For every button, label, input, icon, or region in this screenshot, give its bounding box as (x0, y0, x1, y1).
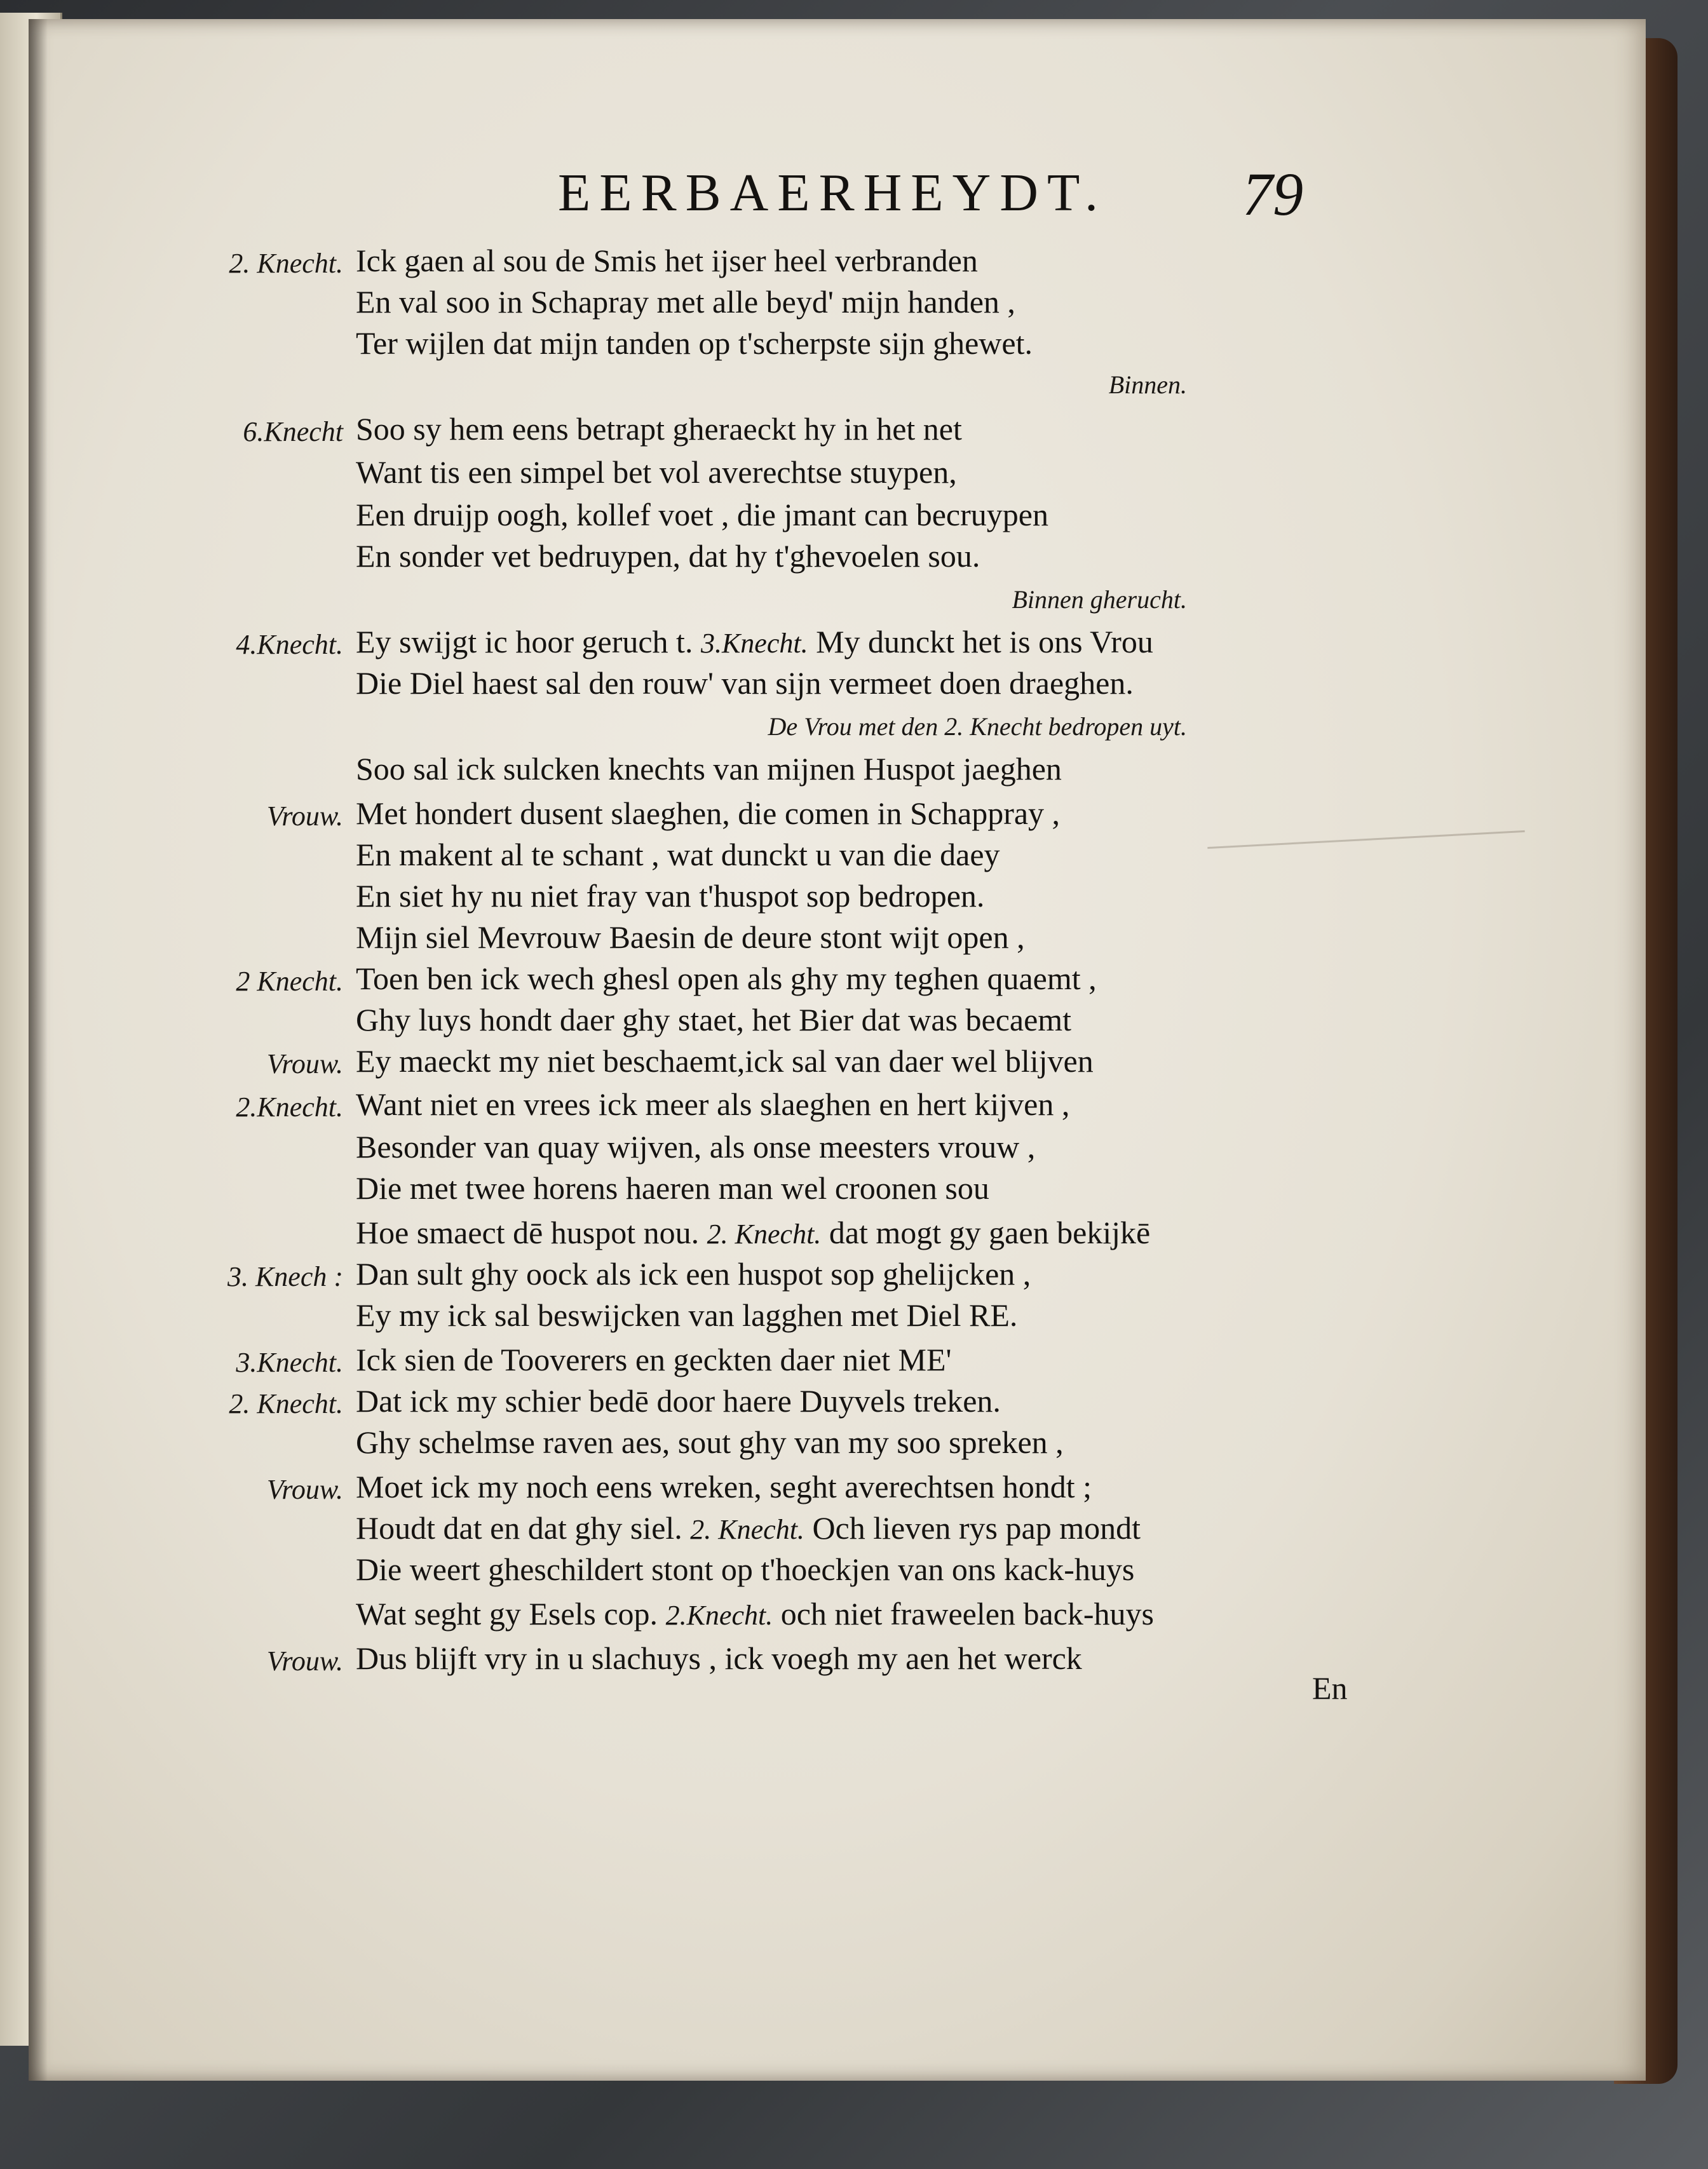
verse-text: Ick gaen al sou de Smis het ijser heel verbranden (356, 243, 978, 278)
verse-text: Soo sy hem eens betrapt gheraeckt hy in het net (356, 411, 962, 447)
verse-text: Houdt dat en dat ghy siel. (356, 1510, 691, 1546)
verse-line (356, 1598, 1385, 1630)
speaker-label: 4.Knecht. (236, 629, 343, 660)
verse-line (356, 880, 1385, 912)
inline-speaker-label: 2. Knecht. (690, 1514, 804, 1545)
verse-text: Een druijp oogh, kollef voet , die jmant can becruypen (356, 497, 1048, 532)
speaker-label: 2 Knecht. (236, 966, 343, 997)
verse-line (356, 753, 1385, 785)
verse-text: Soo sal ick sulcken knechts van mijnen Huspot jaeghen (356, 751, 1062, 787)
speaker-label: Vrouw. (266, 1645, 343, 1677)
catchword: En (1312, 1670, 1348, 1706)
verse-text: My dunckt het is ons Vrou (808, 624, 1153, 659)
verse-line (356, 540, 1385, 572)
verse-text: Ter wijlen dat mijn tanden op t'scherpste sijn ghewet. (356, 325, 1033, 361)
verse-text: Met hondert dusent slaeghen, die comen in Schappray , (356, 795, 1061, 831)
verse-line (356, 1217, 1385, 1248)
verse-line (356, 626, 1385, 658)
verse-text: Ey my ick sal beswijcken van lagghen met Diel RE. (356, 1297, 1018, 1333)
page-gutter-shadow (29, 19, 48, 2081)
speaker-label: Vrouw. (266, 801, 343, 832)
verse-line (356, 1004, 1385, 1036)
verse-line (356, 667, 1385, 699)
verse-text: En sonder vet bedruypen, dat hy t'ghevoelen sou. (356, 538, 980, 574)
verse-line (356, 1471, 1385, 1503)
verse-line (356, 1385, 1385, 1417)
verse-line (356, 499, 1385, 530)
verse-text: Die met twee horens haeren man wel croonen sou (356, 1170, 989, 1206)
verse-line (356, 1426, 1385, 1458)
inline-speaker-label: 2.Knecht. (665, 1600, 773, 1631)
verse-line (356, 327, 1385, 359)
verse-text: Ey maeckt my niet beschaemt,ick sal van daer wel blijven (356, 1043, 1094, 1079)
verse-text: Besonder van quay wijven, als onse meesters vrouw , (356, 1129, 1036, 1165)
speaker-label: 3. Knech : (227, 1261, 343, 1292)
verse-text: Want niet en vrees ick meer als slaeghen en hert kijven , (356, 1086, 1070, 1122)
verse-text: Want tis een simpel bet vol averechtse stuypen, (356, 454, 957, 490)
page-number: 79 (1242, 160, 1303, 228)
verse-text: Och lieven rys pap mondt (804, 1510, 1141, 1546)
verse-text: Dat ick my schier bedē door haere Duyvels treken. (356, 1383, 1001, 1419)
verse-text: och niet fraweelen back-huys (773, 1596, 1154, 1632)
verse-line (356, 1344, 1385, 1375)
stage-direction: Binnen gherucht. (1012, 585, 1187, 614)
speaker-label: Vrouw. (266, 1048, 343, 1079)
verse-text: Moet ick my noch eens wreken, seght averechtsen hondt ; (356, 1469, 1092, 1504)
speaker-label: 6.Knecht (243, 416, 343, 447)
speaker-label: 2.Knecht. (236, 1091, 343, 1123)
verse-text: Ghy schelmse raven aes, sout ghy van my soo spreken , (356, 1424, 1064, 1460)
verse-text: En makent al te schant , wat dunckt u van die daey (356, 837, 1000, 872)
speaker-label: 3.Knecht. (236, 1347, 343, 1378)
verse-line (356, 1088, 1385, 1120)
verse-line (356, 1512, 1385, 1544)
verse-text: En val soo in Schapray met alle beyd' mijn handen , (356, 284, 1015, 320)
speaker-label: 2. Knecht. (229, 248, 343, 279)
verse-line (356, 797, 1385, 829)
verse-text: dat mogt gy gaen bekijkē (821, 1215, 1151, 1250)
verse-text: Wat seght gy Esels cop. (356, 1596, 666, 1632)
verse-text: Die Diel haest sal den rouw' van sijn vermeet doen draeghen. (356, 665, 1134, 701)
verse-line (356, 245, 1385, 276)
running-head: EERBAERHEYDT. (557, 163, 1108, 222)
verse-text: Dus blijft vry in u slachuys , ick voegh my aen het werck (356, 1640, 1082, 1676)
verse-line (356, 1172, 1385, 1204)
verse-line (356, 1045, 1385, 1077)
stage-direction: Binnen. (1108, 370, 1187, 399)
verse-text: Toen ben ick wech ghesl open als ghy my teghen quaemt , (356, 961, 1097, 996)
verse-text: Ick sien de Tooverers en geckten daer niet ME' (356, 1342, 952, 1377)
verse-text: En siet hy nu niet fray van t'huspot sop bedropen. (356, 878, 985, 914)
verse-line (356, 413, 1385, 445)
verse-line (356, 1553, 1385, 1585)
inline-speaker-label: 2. Knecht. (707, 1219, 822, 1250)
speaker-label: 2. Knecht. (229, 1388, 343, 1419)
verse-line (356, 456, 1385, 488)
verse-line (356, 839, 1385, 870)
inline-speaker-label: 3.Knecht. (700, 628, 808, 659)
verse-line (356, 286, 1385, 318)
verse-line (356, 1131, 1385, 1163)
speaker-label: Vrouw. (266, 1474, 343, 1505)
verse-text: Mijn siel Mevrouw Baesin de deure stont wijt open , (356, 919, 1025, 955)
verse-text: Hoe smaect dē huspot nou. (356, 1215, 707, 1250)
verse-line (356, 1299, 1385, 1331)
verse-line (356, 1258, 1385, 1290)
stage-direction: De Vrou met den 2. Knecht bedropen uyt. (768, 712, 1187, 741)
verse-text: Ey swijgt ic hoor geruch t. (356, 624, 701, 659)
verse-line (356, 1642, 1385, 1674)
verse-line (356, 963, 1385, 994)
verse-text: Dan sult ghy oock als ick een huspot sop ghelijcken , (356, 1256, 1031, 1292)
verse-line (356, 921, 1385, 953)
verse-text: Ghy luys hondt daer ghy staet, het Bier dat was becaemt (356, 1002, 1072, 1037)
verse-text: Die weert gheschildert stont op t'hoeckjen van ons kack-huys (356, 1551, 1135, 1587)
